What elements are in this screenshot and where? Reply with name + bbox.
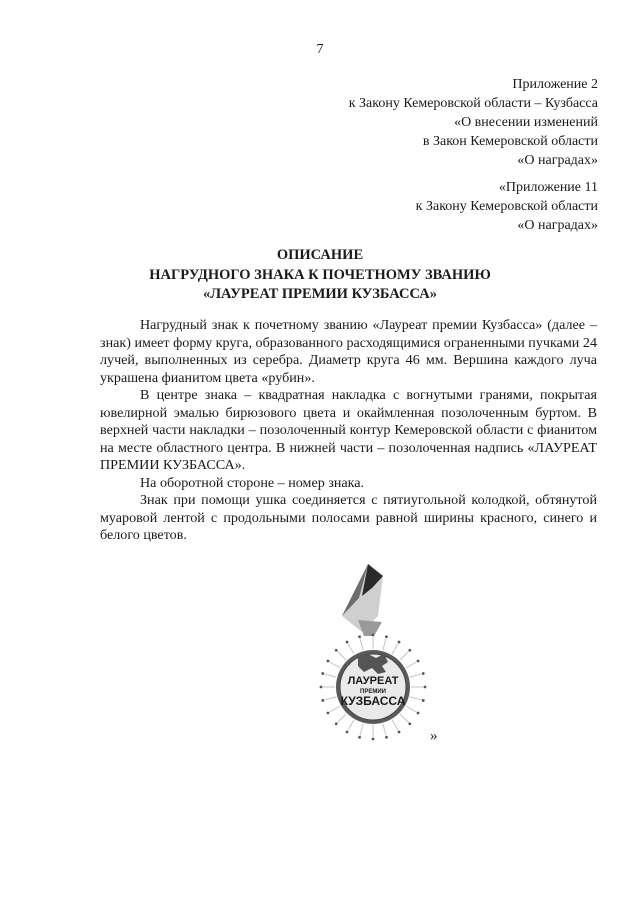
badge-ray bbox=[383, 639, 386, 651]
badge-ray bbox=[348, 720, 354, 730]
appendix-2-line: в Закон Кемеровской области bbox=[422, 134, 598, 149]
appendix-2-line: к Закону Кемеровской области – Кузбасса bbox=[348, 96, 598, 111]
badge-ray-tip bbox=[422, 699, 425, 702]
badge-ray-tip bbox=[321, 672, 324, 675]
badge-ray bbox=[400, 714, 408, 722]
badge-ray-tip bbox=[398, 641, 401, 644]
document-title bbox=[0, 246, 640, 305]
badge-ray-tip bbox=[417, 712, 420, 715]
badge-ray bbox=[348, 644, 354, 654]
badge-ray bbox=[338, 714, 346, 722]
badge-ray-tip bbox=[320, 686, 323, 689]
description-body bbox=[100, 317, 597, 545]
badge-ray-tip bbox=[408, 649, 411, 652]
appendix-11-line: «Приложение 11 bbox=[498, 180, 598, 195]
appendix-11-line: к Закону Кемеровской области bbox=[415, 199, 598, 214]
title-line: ОПИСАНИЕ bbox=[276, 247, 364, 263]
ribbon-block bbox=[342, 564, 383, 636]
badge-ray bbox=[410, 674, 422, 677]
appendix-2-line: «О наградах» bbox=[517, 153, 598, 168]
badge-ray bbox=[360, 724, 363, 736]
badge-text-laureate: ЛАУРЕАТ bbox=[347, 675, 399, 687]
badge-ray-tip bbox=[358, 635, 361, 638]
appendix-11-header bbox=[416, 178, 598, 235]
badge-ray-tip bbox=[327, 712, 330, 715]
badge-ray bbox=[325, 674, 337, 677]
badge-ray-tip bbox=[385, 736, 388, 739]
badge-ray-tip bbox=[398, 731, 401, 734]
appendix-2-line: Приложение 2 bbox=[512, 77, 598, 92]
badge-ray bbox=[338, 652, 346, 660]
title-line: «ЛАУРЕАТ ПРЕМИИ КУЗБАССА» bbox=[202, 286, 437, 302]
badge-text-prize: ПРЕМИИ bbox=[360, 689, 386, 695]
badge-ray bbox=[325, 697, 337, 700]
appendix-2-line: «О внесении изменений bbox=[454, 115, 598, 130]
badge-text-kuzbass: КУЗБАССА bbox=[340, 694, 406, 708]
badge-illustration bbox=[298, 556, 448, 746]
badge-ray-tip bbox=[346, 641, 349, 644]
closing-quote: » bbox=[430, 728, 438, 744]
badge-ray-tip bbox=[327, 660, 330, 663]
badge-ray bbox=[330, 706, 340, 712]
badge-ray bbox=[410, 697, 422, 700]
badge-ray bbox=[383, 724, 386, 736]
badge-ray-tip bbox=[424, 686, 427, 689]
badge-ray bbox=[400, 652, 408, 660]
appendix-2-header bbox=[349, 75, 598, 170]
badge-ray-tip bbox=[335, 649, 338, 652]
badge-ray-tip bbox=[321, 699, 324, 702]
badge-ray-tip bbox=[422, 672, 425, 675]
badge-ray bbox=[360, 639, 363, 651]
badge-ray-tip bbox=[385, 635, 388, 638]
paragraph-reverse-side: На оборотной стороне – номер знака. bbox=[140, 474, 365, 491]
badge-ray bbox=[392, 720, 398, 730]
badge-ray-tip bbox=[408, 722, 411, 725]
badge-ray-tip bbox=[358, 736, 361, 739]
badge-ray-tip bbox=[346, 731, 349, 734]
paragraph-center-plate: В центре знака – квадратная накладка с вогнутыми гранями, покрытая ювелирной эмалью бирюзового цвета и окаймленная позолоченным буртом. В верхней части накладки – позолоченный контур Кемеровской области с фианитом на месте областного центра. В нижней части – позолоченная надпись «ЛАУРЕАТ ПРЕМИИ КУЗБАССА». bbox=[100, 387, 597, 473]
paragraph-shape: Нагрудный знак к почетному званию «Лауреат премии Кузбасса» (далее – знак) имеет форму круга, образованного расходящимися ограненными пучками 24 лучей, выполненных из серебра. Диаметр круга 46 мм. Вершина каждого луча украшена фианитом цвета «рубин». bbox=[100, 317, 597, 386]
badge-ray-tip bbox=[417, 660, 420, 663]
badge-ray bbox=[392, 644, 398, 654]
title-line: НАГРУДНОГО ЗНАКА К ПОЧЕТНОМУ ЗВАНИЮ bbox=[149, 266, 491, 283]
badge-ray-tip bbox=[372, 634, 375, 637]
badge-ray-tip bbox=[335, 722, 338, 725]
badge-ray bbox=[406, 662, 416, 668]
badge-ray bbox=[406, 706, 416, 712]
paragraph-ribbon: Знак при помощи ушка соединяется с пятиугольной колодкой, обтянутой муаровой лентой с продольными полосами равной ширины красного, синего и белого цветов. bbox=[100, 492, 597, 543]
badge-ray bbox=[330, 662, 340, 668]
badge-ray-tip bbox=[372, 738, 375, 741]
page-number: 7 bbox=[316, 42, 324, 57]
appendix-11-line: «О наградах» bbox=[517, 218, 598, 233]
